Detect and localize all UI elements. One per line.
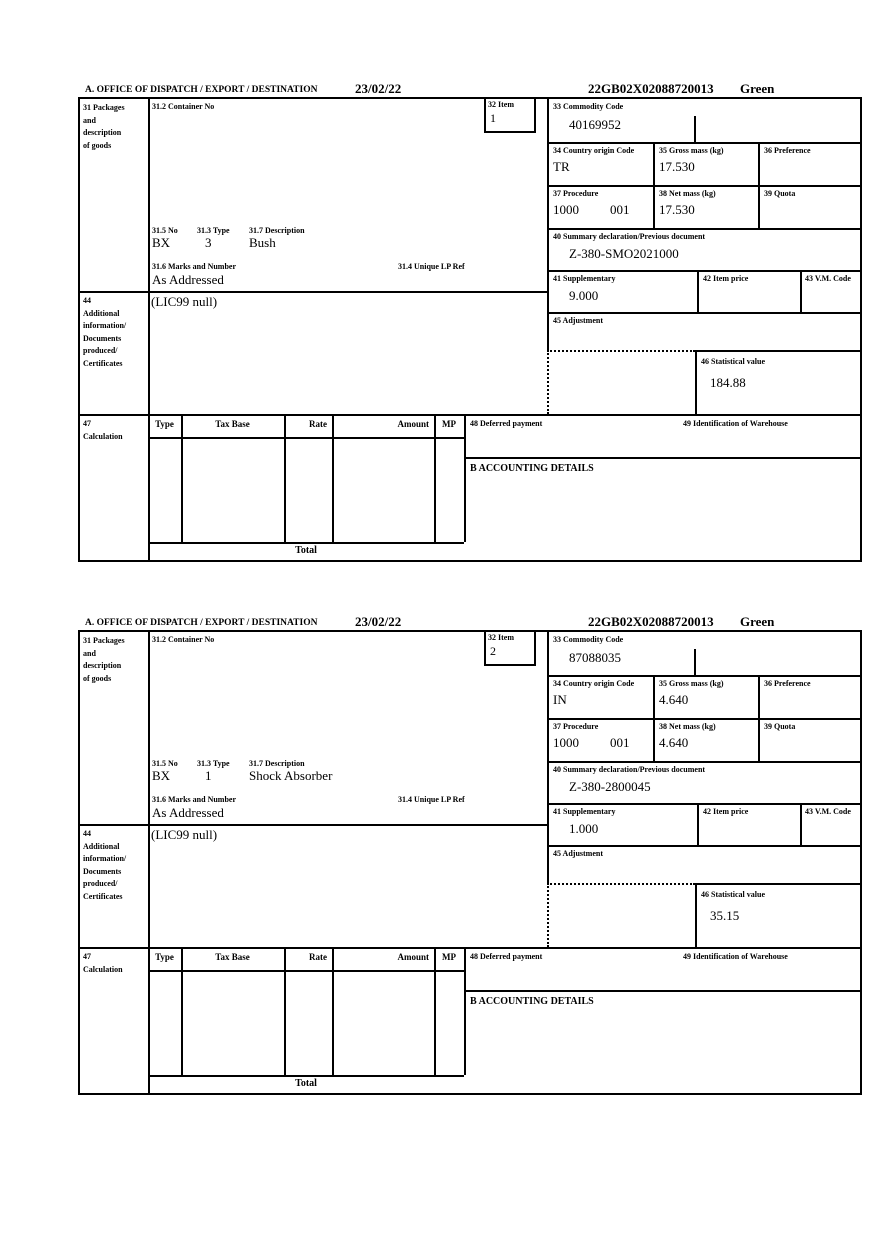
col-rate-header: Rate (309, 952, 327, 962)
col-taxbase-header: Tax Base (215, 419, 250, 429)
grid-line (800, 270, 802, 312)
grid-line (547, 142, 860, 144)
country-origin-value: IN (553, 692, 567, 707)
previous-document-label: 40 Summary declaration/Previous document (553, 232, 706, 241)
country-origin-value: TR (553, 159, 570, 174)
procedure-value-2: 001 (610, 735, 630, 750)
goods-description-value: Bush (249, 235, 276, 250)
commodity-code-value: 87088035 (569, 650, 621, 665)
grid-line (148, 632, 150, 1093)
grid-line (148, 1075, 464, 1077)
gross-mass-label: 35 Gross mass (kg) (659, 146, 724, 155)
grid-line (547, 228, 860, 230)
declaration-date: 23/02/22 (355, 614, 402, 629)
net-mass-label: 38 Net mass (kg) (659, 189, 716, 198)
country-origin-label: 34 Country origin Code (553, 146, 635, 155)
col-type-header: Type (155, 419, 174, 429)
statistical-value: 184.88 (710, 375, 746, 390)
container-no-label: 31.2 Container No (152, 635, 215, 644)
routing-status: Green (740, 81, 775, 96)
description-label: 31.7 Description (249, 226, 305, 235)
commodity-code-value: 40169952 (569, 117, 621, 132)
preference-label: 36 Preference (764, 146, 811, 155)
warehouse-id-label: 49 Identification of Warehouse (683, 952, 788, 961)
supplementary-value: 1.000 (569, 821, 599, 836)
grid-line (148, 542, 464, 544)
item-price-label: 42 Item price (703, 807, 749, 816)
grid-line (80, 947, 860, 949)
grid-line (148, 437, 464, 439)
marks-number-label: 31.6 Marks and Number (152, 795, 237, 804)
vm-code-label: 43 V.M. Code (805, 274, 851, 283)
vm-code-label: 43 V.M. Code (805, 807, 851, 816)
item-label: 32 Item (488, 633, 514, 642)
deferred-payment-label: 48 Deferred payment (470, 952, 543, 961)
form-grid (78, 630, 862, 1095)
grid-line (464, 414, 466, 542)
previous-document-value: Z-380-SMO2021000 (569, 246, 679, 261)
grid-line (758, 675, 760, 761)
quota-label: 39 Quota (764, 722, 796, 731)
grid-line (464, 457, 860, 459)
form-grid (78, 97, 862, 562)
package-code-value: BX (152, 768, 171, 783)
col-mp-header: MP (442, 952, 456, 962)
box47-label: 47 Calculation (83, 419, 123, 441)
net-mass-label: 38 Net mass (kg) (659, 722, 716, 731)
office-of-dispatch-label: A. OFFICE OF DISPATCH / EXPORT / DESTINATION (85, 85, 318, 95)
grid-line (332, 414, 334, 542)
routing-status: Green (740, 614, 775, 629)
grid-line (148, 99, 150, 560)
box31-label: 31 Packages and description of goods (83, 636, 125, 683)
grid-line (695, 883, 860, 885)
country-origin-label: 34 Country origin Code (553, 679, 635, 688)
grid-line-dotted (547, 350, 695, 352)
statistical-value-label: 46 Statistical value (701, 357, 765, 366)
warehouse-id-label: 49 Identification of Warehouse (683, 419, 788, 428)
supplementary-label: 41 Supplementary (553, 274, 616, 283)
grid-line (547, 718, 860, 720)
grid-line (464, 990, 860, 992)
description-label: 31.7 Description (249, 759, 305, 768)
grid-line (695, 350, 860, 352)
grid-line (464, 947, 466, 1075)
adjustment-label: 45 Adjustment (553, 316, 604, 325)
gross-mass-label: 35 Gross mass (kg) (659, 679, 724, 688)
declaration-date: 23/02/22 (355, 81, 402, 96)
grid-line-dotted (547, 883, 695, 885)
additional-info-value: (LIC99 null) (151, 827, 218, 842)
grid-line (800, 803, 802, 845)
net-mass-value: 4.640 (659, 735, 689, 750)
item-section-1 (78, 80, 862, 562)
box31-label: 31 Packages and description of goods (83, 103, 125, 150)
package-type-label: 31.3 Type (197, 226, 230, 235)
grid-line (547, 803, 860, 805)
grid-line (284, 414, 286, 542)
marks-number-label: 31.6 Marks and Number (152, 262, 237, 271)
grid-line (434, 947, 436, 1075)
commodity-code-divider (694, 116, 696, 142)
box44-label: 44 Additional information/ Documents produced/ Certificates (83, 296, 127, 368)
preference-label: 36 Preference (764, 679, 811, 688)
grid-line (695, 350, 697, 414)
package-no-label: 31.5 No (152, 226, 178, 235)
item-number-box (484, 99, 536, 133)
grid-line (697, 270, 699, 312)
box47-label: 47 Calculation (83, 952, 123, 974)
unique-lp-ref-label: 31.4 Unique LP Ref (398, 795, 465, 804)
previous-document-value: Z-380-2800045 (569, 779, 651, 794)
grid-line (547, 312, 860, 314)
grid-line (80, 414, 860, 416)
total-label: Total (295, 545, 317, 556)
package-code-value: BX (152, 235, 171, 250)
container-no-label: 31.2 Container No (152, 102, 215, 111)
unique-lp-ref-label: 31.4 Unique LP Ref (398, 262, 465, 271)
item-number: 1 (490, 111, 496, 125)
procedure-value-2: 001 (610, 202, 630, 217)
procedure-value-1: 1000 (553, 735, 579, 750)
col-mp-header: MP (442, 419, 456, 429)
grid-line (181, 947, 183, 1075)
grid-line (547, 185, 860, 187)
item-price-label: 42 Item price (703, 274, 749, 283)
grid-line (547, 675, 860, 677)
grid-line (695, 883, 697, 947)
col-amount-header: Amount (397, 419, 429, 429)
grid-line (181, 414, 183, 542)
total-label: Total (295, 1078, 317, 1089)
grid-line (434, 414, 436, 542)
grid-line (80, 291, 549, 293)
item-section-2 (78, 613, 862, 1095)
marks-number-value: As Addressed (152, 805, 224, 820)
box44-label: 44 Additional information/ Documents produced/ Certificates (83, 829, 127, 901)
quota-label: 39 Quota (764, 189, 796, 198)
previous-document-label: 40 Summary declaration/Previous document (553, 765, 706, 774)
grid-line (332, 947, 334, 1075)
package-count-value: 1 (205, 768, 212, 783)
grid-line-dotted (547, 350, 549, 414)
accounting-details-label: B ACCOUNTING DETAILS (470, 996, 594, 1007)
procedure-value-1: 1000 (553, 202, 579, 217)
supplementary-value: 9.000 (569, 288, 599, 303)
supplementary-label: 41 Supplementary (553, 807, 616, 816)
item-number-box (484, 632, 536, 666)
package-type-label: 31.3 Type (197, 759, 230, 768)
col-amount-header: Amount (397, 952, 429, 962)
commodity-code-label: 33 Commodity Code (553, 635, 624, 644)
goods-description-value: Shock Absorber (249, 768, 333, 783)
grid-line (758, 142, 760, 228)
grid-line (653, 675, 655, 761)
col-type-header: Type (155, 952, 174, 962)
package-count-value: 3 (205, 235, 212, 250)
mrn-number: 22GB02X02088720013 (588, 81, 714, 96)
item-number: 2 (490, 644, 496, 658)
net-mass-value: 17.530 (659, 202, 695, 217)
additional-info-value: (LIC99 null) (151, 294, 218, 309)
col-rate-header: Rate (309, 419, 327, 429)
office-of-dispatch-label: A. OFFICE OF DISPATCH / EXPORT / DESTINATION (85, 618, 318, 628)
grid-line (547, 761, 860, 763)
procedure-label: 37 Procedure (553, 189, 599, 198)
statistical-value: 35.15 (710, 908, 740, 923)
marks-number-value: As Addressed (152, 272, 224, 287)
item-label: 32 Item (488, 100, 514, 109)
commodity-code-label: 33 Commodity Code (553, 102, 624, 111)
grid-line (697, 803, 699, 845)
grid-line (80, 824, 549, 826)
adjustment-label: 45 Adjustment (553, 849, 604, 858)
mrn-number: 22GB02X02088720013 (588, 614, 714, 629)
package-no-label: 31.5 No (152, 759, 178, 768)
grid-line (653, 142, 655, 228)
gross-mass-value: 4.640 (659, 692, 689, 707)
grid-line (284, 947, 286, 1075)
grid-line-dotted (547, 883, 549, 947)
accounting-details-label: B ACCOUNTING DETAILS (470, 463, 594, 474)
grid-line (148, 970, 464, 972)
gross-mass-value: 17.530 (659, 159, 695, 174)
grid-line (547, 845, 860, 847)
col-taxbase-header: Tax Base (215, 952, 250, 962)
commodity-code-divider (694, 649, 696, 675)
deferred-payment-label: 48 Deferred payment (470, 419, 543, 428)
procedure-label: 37 Procedure (553, 722, 599, 731)
statistical-value-label: 46 Statistical value (701, 890, 765, 899)
grid-line (547, 270, 860, 272)
